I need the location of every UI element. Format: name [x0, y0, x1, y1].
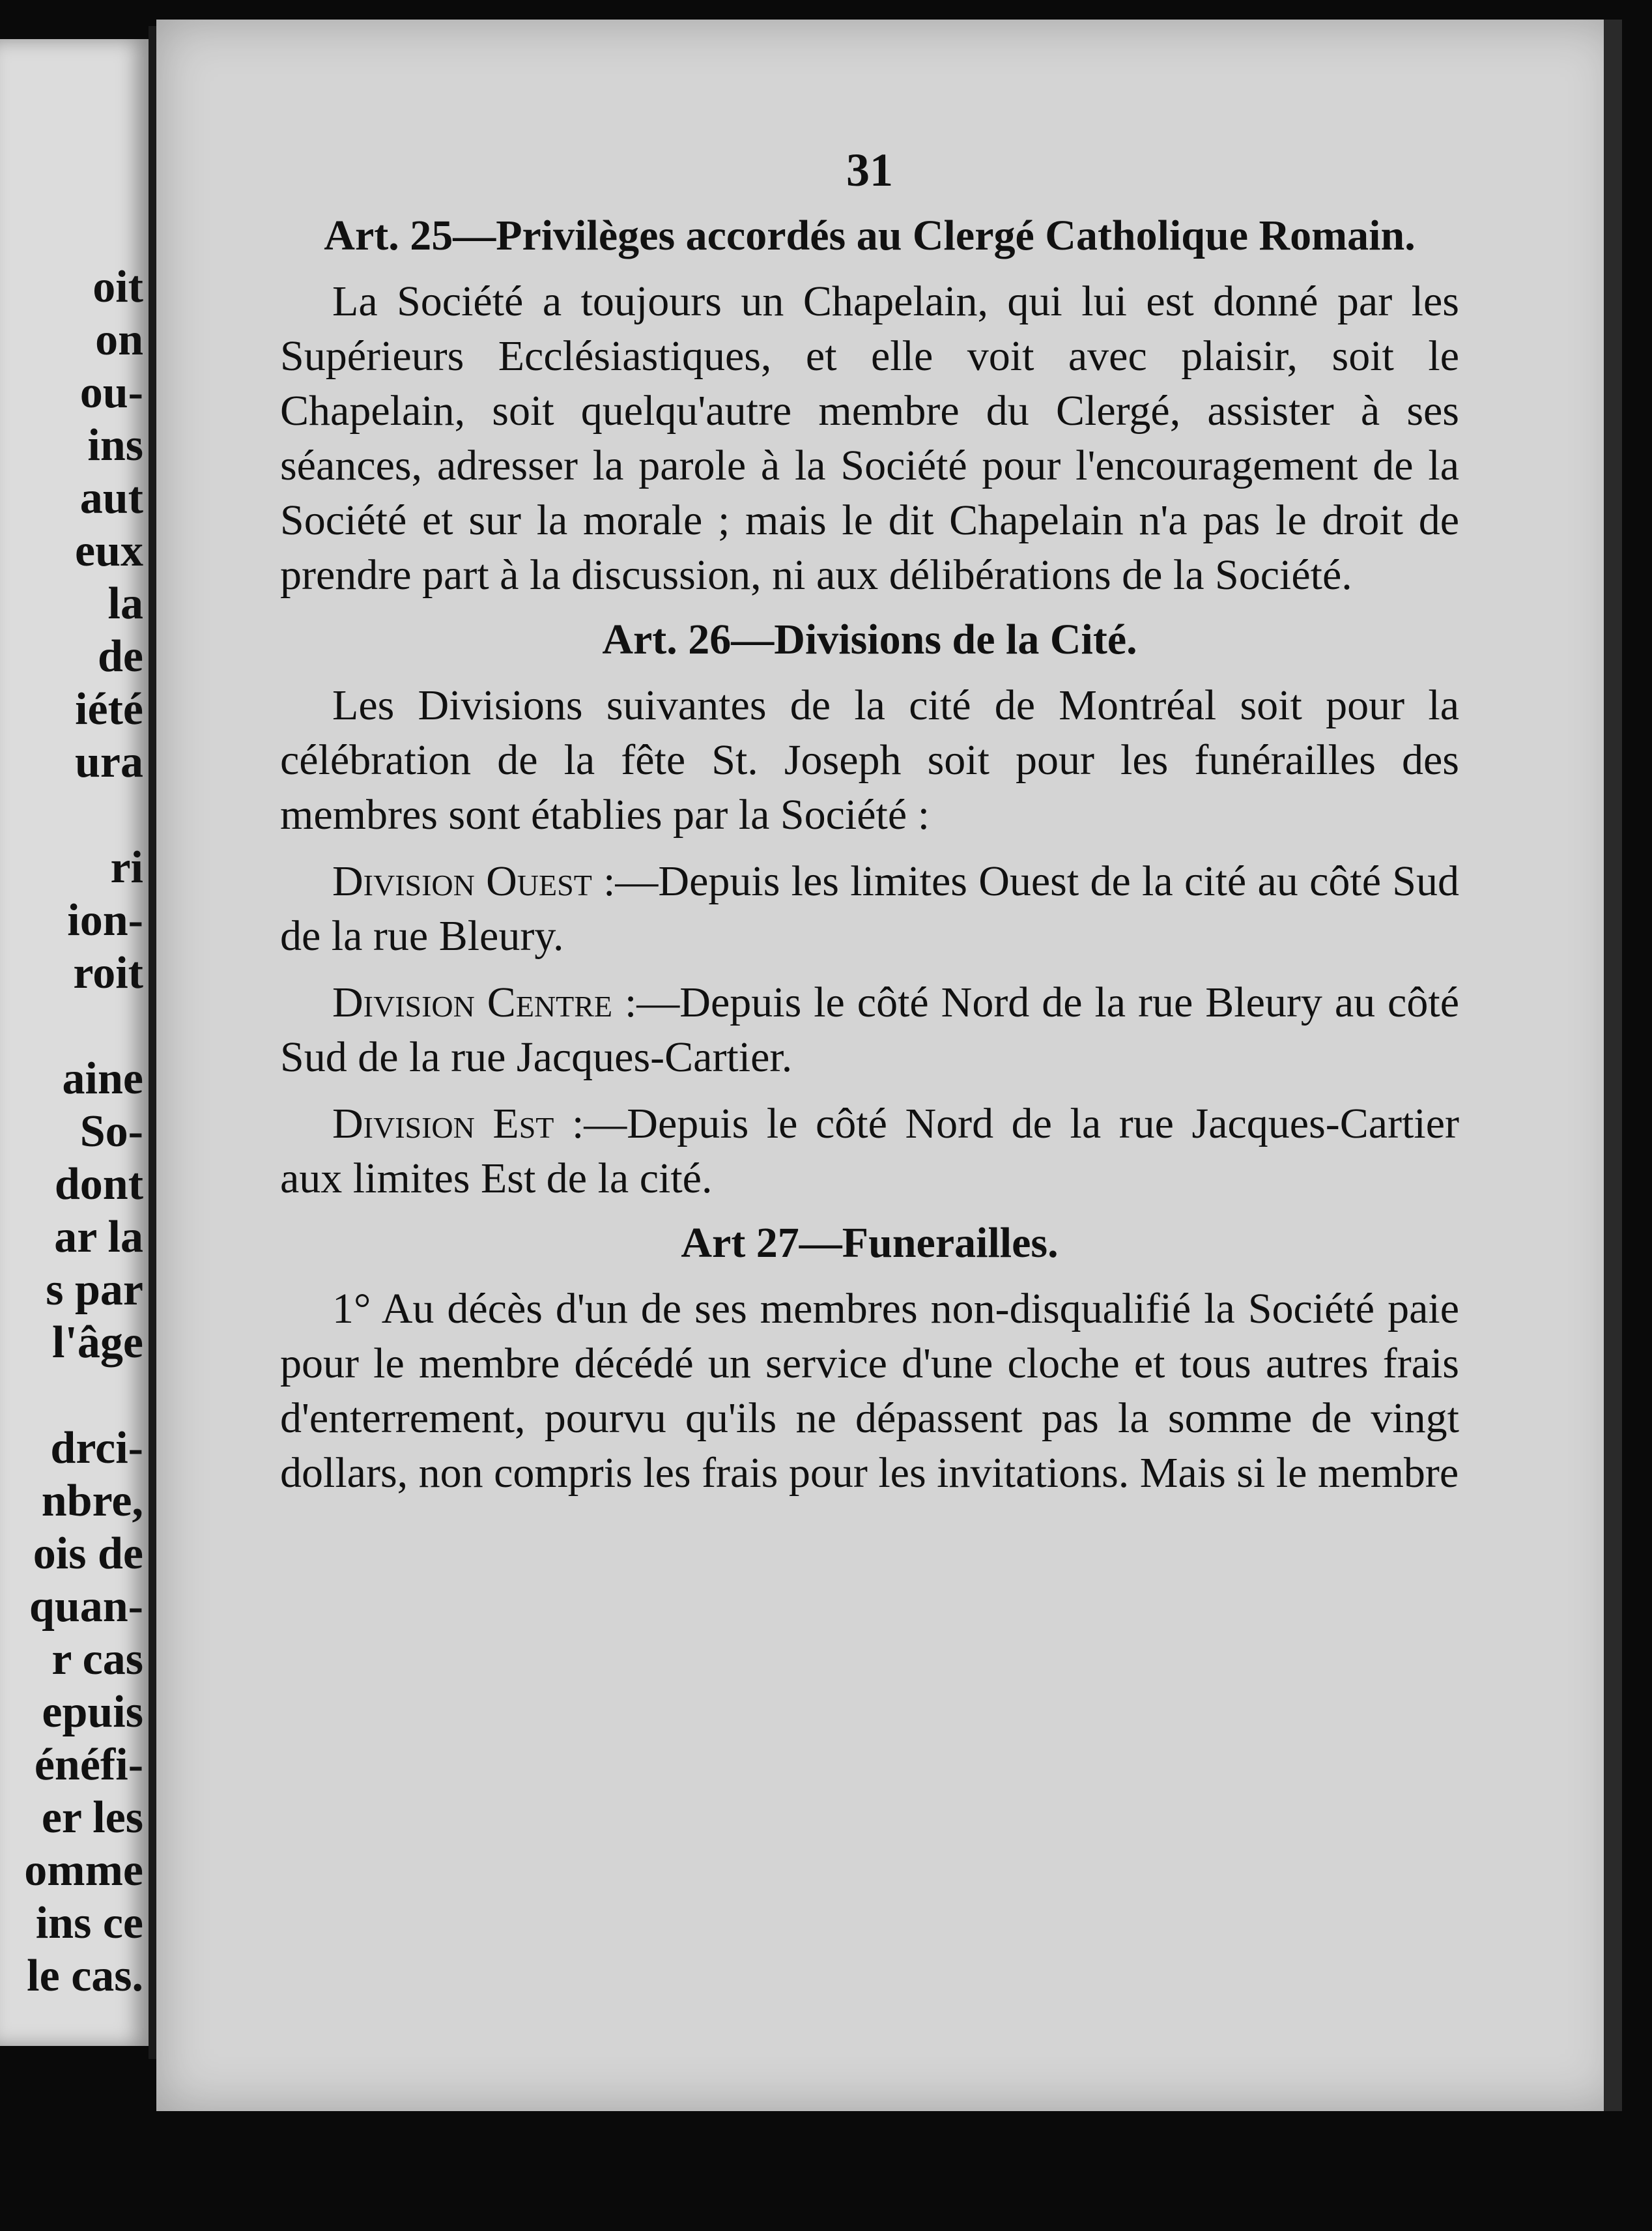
left-line-fragment: ins: [87, 420, 143, 470]
book-page: [156, 20, 1622, 2111]
left-line-fragment: drci-: [50, 1423, 143, 1473]
left-line-fragment: r cas: [51, 1634, 143, 1684]
left-line-fragment: ar la: [54, 1212, 143, 1262]
division-centre-text: —Depuis le côté Nord de la rue Bleury au côté Sud de la rue Jacques-Cartier.: [280, 979, 1459, 1081]
article-27-heading: Art 27—Funerailles.: [681, 1219, 1059, 1267]
left-line-fragment: la: [107, 579, 143, 629]
left-line-fragment: nbre,: [41, 1476, 143, 1526]
left-line-fragment: [24, 1369, 143, 1422]
left-line-fragment: er les: [41, 1792, 143, 1843]
left-line-fragment: [24, 1000, 143, 1052]
page-edge: [1604, 20, 1622, 2111]
division-est: [280, 1097, 1459, 1206]
article-27-paragraph: 1° Au décès d'un de ses membres non-disqualifié la Société paie pour le membre décédé un service d'une cloche et tous autres frais d'enterrement, pourvu qu'ils ne dépassent pas la somme de vingt dollars, non compris les frais pour les invitations. Mais si le membre: [280, 1285, 1459, 1497]
page-text: [280, 117, 1459, 1512]
left-line-fragment: ou-: [79, 367, 143, 418]
left-line-fragment: epuis: [42, 1687, 143, 1737]
left-line-fragment: oit: [93, 262, 143, 312]
left-line-fragment: ins ce: [35, 1898, 143, 1948]
article-26-paragraph: Les Divisions suivantes de la cité de Montréal soit pour la célébration de la fête St. Joseph soit pour les funérailles des membres sont établies par la Société :: [280, 682, 1459, 839]
left-line-fragment: s par: [46, 1265, 143, 1315]
left-line-fragment: dont: [54, 1159, 143, 1209]
book-gutter: [149, 26, 156, 2059]
left-line-fragment: eux: [75, 526, 143, 576]
division-centre-label: Division Centre :: [332, 979, 637, 1026]
left-line-fragment: omme: [24, 1845, 143, 1895]
left-page-fragment: [0, 39, 149, 2046]
left-line-fragment: quan-: [29, 1581, 143, 1632]
left-line-fragment: ri: [110, 842, 143, 893]
division-est-label: Division Est :: [332, 1100, 584, 1147]
division-ouest-label: Division Ouest :: [332, 857, 616, 905]
article-25-paragraph: La Société a toujours un Chapelain, qui lui est donné par les Supérieurs Ecclésiastiques, et elle voit avec plaisir, soit le Chapelain, soit quelqu'autre membre du Clergé, assister à ses séances, adresser la parole à la Société pour l'encouragement de la Société et sur la morale ; mais le dit Chapelain n'a pas le droit de prendre part à la discussion, ni aux délibérations de la Société.: [280, 278, 1459, 599]
division-est-text: —Depuis le côté Nord de la rue Jacques-Cartier aux limites Est de la cité.: [280, 1100, 1459, 1202]
article-26-heading: Art. 26—Divisions de la Cité.: [602, 616, 1137, 663]
left-page-lines: [24, 261, 143, 2002]
left-line-fragment: roit: [73, 948, 143, 998]
left-line-fragment: iété: [75, 684, 143, 734]
left-line-fragment: ura: [75, 737, 143, 787]
left-line-fragment: [24, 788, 143, 841]
division-ouest: [280, 854, 1459, 964]
page-number: 31: [846, 144, 893, 196]
left-line-fragment: ois de: [33, 1529, 143, 1579]
left-line-fragment: énéfi-: [34, 1740, 143, 1790]
article-25-heading: Art. 25—Privilèges accordés au Clergé Catholique Romain.: [324, 212, 1416, 259]
division-ouest-text: —Depuis les limites Ouest de la cité au côté Sud de la rue Bleury.: [280, 857, 1459, 960]
left-line-fragment: ion-: [67, 895, 143, 945]
division-centre: [280, 975, 1459, 1085]
left-line-fragment: de: [98, 631, 143, 682]
left-line-fragment: le cas.: [27, 1951, 143, 2001]
left-line-fragment: on: [95, 315, 143, 365]
left-line-fragment: aut: [79, 473, 143, 523]
left-line-fragment: So-: [79, 1106, 143, 1157]
left-line-fragment: l'âge: [52, 1317, 143, 1368]
left-line-fragment: aine: [62, 1054, 143, 1104]
